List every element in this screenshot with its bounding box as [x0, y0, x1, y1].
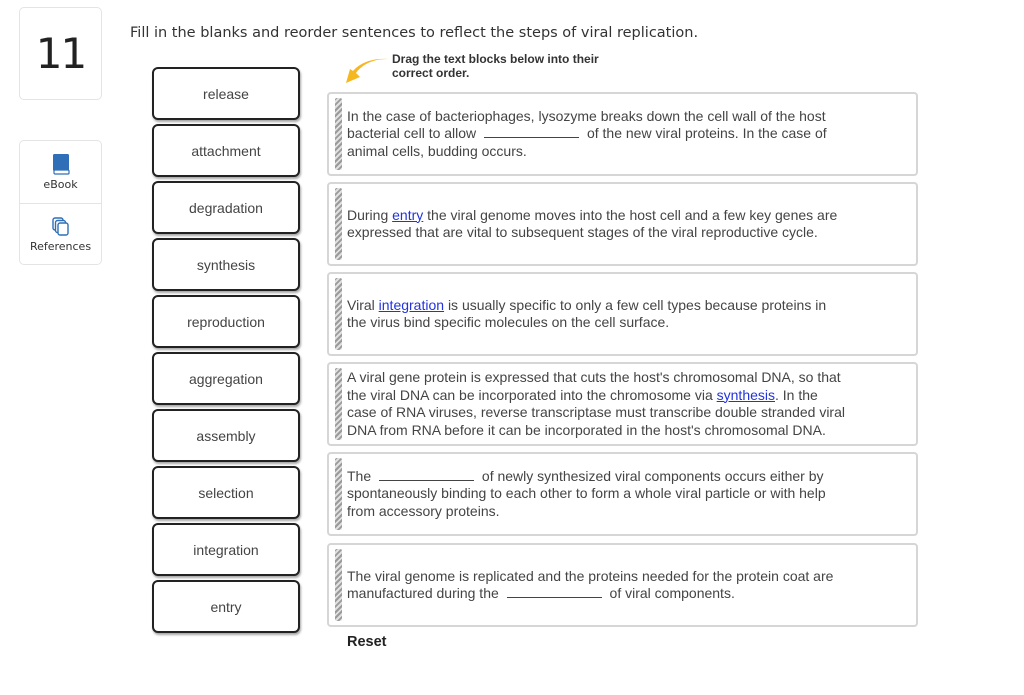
drag-hint-line1: Drag the text blocks below into their: [392, 52, 599, 66]
word-chip-selection[interactable]: selection: [152, 466, 300, 519]
sentence-text-before: In the case of bacteriophages, lysozyme breaks down the cell wall of the host bacterial cell to allow: [347, 107, 826, 142]
sentence-text-before: The viral genome is replicated and the proteins needed for the protein coat are manufactured during the: [347, 567, 834, 601]
filled-word-integration[interactable]: integration: [378, 296, 445, 313]
references-button[interactable]: [20, 203, 101, 265]
sentence-text-after: of newly synthesized viral components occurs either by spontaneously binding to each other to form a whole viral particle or with help from accessory proteins.: [347, 467, 826, 519]
filled-word-synthesis[interactable]: synthesis: [716, 386, 775, 403]
blank-drop-zone[interactable]: [379, 469, 474, 481]
drag-handle-icon[interactable]: [335, 188, 342, 260]
word-chip-integration[interactable]: integration: [152, 523, 300, 576]
sentence-text-after: the viral genome moves into the host cell and a few key genes are expressed that are vital to subsequent stages of the viral reproductive cycle.: [347, 206, 838, 240]
drag-handle-icon[interactable]: [335, 278, 342, 350]
word-chip-assembly[interactable]: assembly: [152, 409, 300, 462]
question-number: 11: [19, 7, 102, 100]
ebook-label: eBook: [43, 178, 78, 191]
sentence-text: [347, 108, 847, 161]
book-icon: [52, 153, 70, 175]
drag-hint-arrow-icon: [342, 55, 390, 87]
sentence-text-before: Viral: [347, 296, 375, 313]
drag-handle-icon[interactable]: [335, 458, 342, 530]
sentence-block-5[interactable]: [327, 452, 918, 536]
question-prompt: Fill in the blanks and reorder sentences to reflect the steps of viral replication.: [130, 25, 699, 41]
sentence-block-2[interactable]: [327, 182, 918, 266]
word-chip-release[interactable]: release: [152, 67, 300, 120]
sentence-block-4[interactable]: [327, 362, 918, 446]
word-chip-reproduction[interactable]: reproduction: [152, 295, 300, 348]
drag-handle-icon[interactable]: [335, 98, 342, 170]
sentence-text: [347, 369, 847, 439]
word-chip-degradation[interactable]: degradation: [152, 181, 300, 234]
sentence-block-1[interactable]: [327, 92, 918, 176]
sentence-text-after: of viral components.: [609, 585, 735, 601]
word-chip-aggregation[interactable]: aggregation: [152, 352, 300, 405]
sentence-text-after: is usually specific to only a few cell types because proteins in the virus bind specific molecules on the cell surface.: [347, 296, 827, 330]
word-chip-synthesis[interactable]: synthesis: [152, 238, 300, 291]
sentence-text: [347, 468, 847, 521]
sentence-block-6[interactable]: [327, 543, 918, 627]
sentence-text-after: . In the case of RNA viruses, reverse transcriptase must transcribe double stranded viral DNA from RNA before it can be incorporated in the host's chromosomal DNA.: [347, 386, 845, 438]
blank-drop-zone[interactable]: [507, 586, 602, 598]
sentence-text-before: The: [347, 467, 372, 484]
sentence-text: [347, 207, 847, 242]
sentence-text-before: During: [347, 206, 389, 223]
sentence-text: [347, 568, 847, 603]
sentence-text-before: A viral gene protein is expressed that cuts the host's chromosomal DNA, so that the viral DNA can be incorporated into the chromosome via: [347, 369, 841, 403]
reset-button[interactable]: Reset: [347, 634, 387, 650]
sentence-text-after: of the new viral proteins. In the case of animal cells, budding occurs.: [347, 125, 827, 159]
drag-hint: [392, 52, 599, 80]
drag-handle-icon[interactable]: [335, 549, 342, 621]
drag-hint-line2: correct order.: [392, 66, 470, 80]
word-chip-entry[interactable]: entry: [152, 580, 300, 633]
drag-handle-icon[interactable]: [335, 368, 342, 440]
references-label: References: [29, 239, 92, 253]
ebook-button[interactable]: [20, 141, 101, 203]
copies-icon: [52, 217, 70, 237]
blank-drop-zone[interactable]: [484, 126, 579, 138]
filled-word-entry[interactable]: entry: [392, 206, 424, 223]
sentence-text: [347, 297, 847, 332]
tools-panel: [19, 140, 102, 265]
word-chip-attachment[interactable]: attachment: [152, 124, 300, 177]
sentence-block-3[interactable]: [327, 272, 918, 356]
